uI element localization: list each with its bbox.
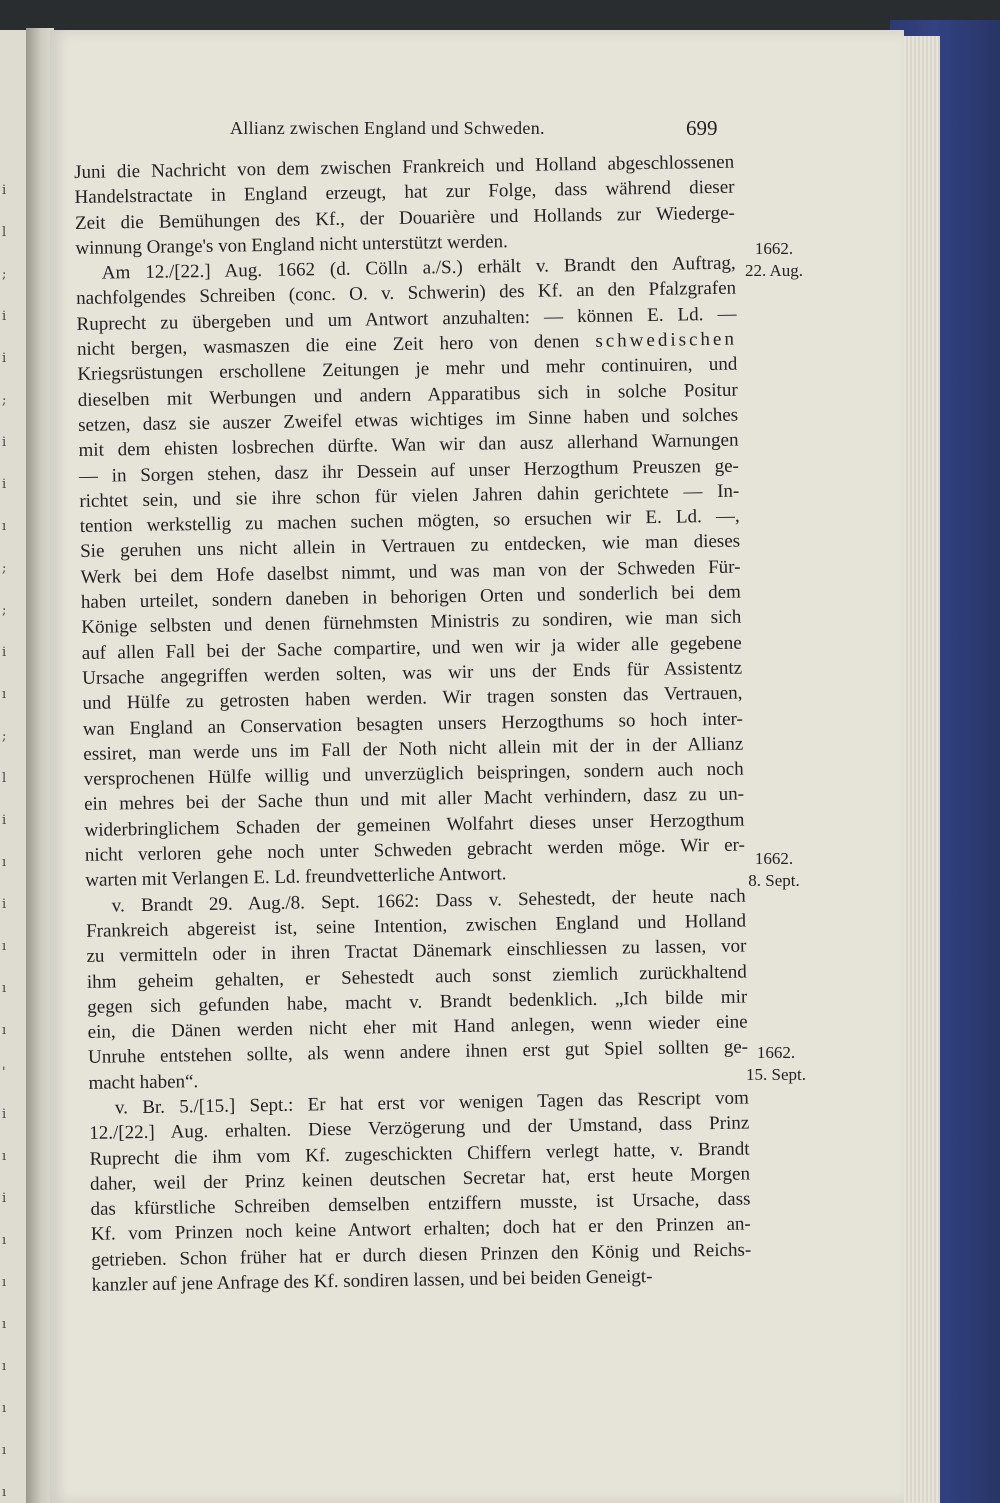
edge-char: ı [2, 519, 7, 534]
text-line: Ruprecht zu übergeben und um Antwort anzuhalten: — können E. Ld. — [76, 303, 737, 335]
text-line: ein mehres bei der Sache thun und mit aller Macht verhindern, dasz zu un- [83, 783, 745, 816]
edge-char: ı [2, 1317, 7, 1332]
text-line: essiret, man werde uns im Fall der Noth nicht allein mit der in der Allianz [83, 733, 744, 765]
text-line: Frankreich abgereist ist, seine Intention, zwischen England und Holland [85, 910, 747, 942]
text-line: Juni die Nachricht von dem zwischen Frankreich und Holland abgeschlossenen [74, 151, 735, 183]
text-line: ihm geheim gehalten, er Sehestedt auch sonst ziemlich zurückhaltend [86, 961, 747, 993]
text-line: v. Br. 5./[15.] Sept.: Er hat erst vor wenigen Tagen das Rescript vom [114, 1087, 749, 1119]
page-edges [900, 36, 940, 1503]
text-line: nicht verloren gehe noch unter Schweden gebracht werden möge. Wir er- [84, 834, 746, 866]
edge-char: ı [2, 1149, 7, 1164]
edge-char: ı [2, 1443, 7, 1458]
text-line: versprochenen Hülfe willig und unverzüglich beispringen, sondern auch noch [83, 758, 744, 791]
text-line: Zeit die Bemühungen des Kf., der Douarière und Hollands zur Wiederge- [74, 202, 736, 234]
text-line: wan England an Conservation besagten unsers Herzogthums so hoch inter- [82, 708, 744, 740]
edge-char: l [2, 225, 7, 240]
left-page-edge-text [2, 170, 22, 1503]
edge-char: ; [2, 603, 7, 618]
edge-char: i [2, 813, 7, 828]
text-line: mit dem ehisten losbrechen dürfte. Wan wir dan ausz allerhand Warnungen [78, 429, 739, 462]
text-line: v. Brandt 29. Aug./8. Sept. 1662: Dass v. Sehestedt, der heute nach [111, 885, 746, 917]
text-line: nachfolgendes Schreiben (conc. O. v. Schwerin) des Kf. an den Pfalzgrafen [76, 278, 737, 310]
edge-char: i [2, 183, 7, 198]
text-line: Könige selbsten und denen fürnehmsten Ministris zu sondiren, wie man sich [81, 606, 742, 639]
text-line: daher, weil der Prinz keinen deutschen Secretar hat, erst heute Morgen [89, 1163, 751, 1195]
page-number: 699 [686, 116, 718, 140]
text-line: Am 12./[22.] Aug. 1662 (d. Cölln a./S.) erhält v. Brandt den Auftrag, [101, 252, 736, 284]
text-line: macht haben“. [88, 1070, 199, 1094]
book-page [50, 30, 904, 1503]
text-line: zu vermitteln oder in ihren Tractat Dänemark einschliessen zu lassen, vor [86, 935, 747, 968]
text-line: Unruhe entstehen sollte, als wenn andere ihnen erst gut Spiel sollten ge- [87, 1036, 749, 1069]
edge-char: ı [2, 687, 7, 702]
edge-char: i [2, 897, 7, 912]
edge-char: ı [2, 1023, 7, 1038]
edge-char: ı [2, 1359, 7, 1374]
text-line: Kf. vom Prinzen noch keine Antwort erhalten; doch hat er den Prinzen an- [90, 1213, 751, 1246]
margin-note-year: 1662. [754, 849, 794, 868]
edge-char: i [2, 477, 7, 492]
edge-char: ; [2, 729, 7, 744]
margin-note-year: 1662. [756, 1043, 796, 1062]
text-line: winnung Orange's von England nicht unterstützt werden. [75, 231, 508, 259]
text-line: — in Sorgen stehen, dasz ihr Dessein auf unser Herzogthum Preuszen ge- [78, 455, 740, 487]
text-line: Werk bei dem Hofe daselbst nimmt, und was man von der Schweden Für- [80, 556, 741, 588]
edge-char: i [2, 1191, 7, 1206]
edge-char: ; [2, 393, 7, 408]
text-line: das kfürstliche Schreiben demselben entziffern musste, ist Ursache, dass [90, 1188, 751, 1221]
margin-note [736, 1042, 816, 1086]
text-line: Ursache angegriffen werden solten, was wir uns der Ends für Assistentz [81, 657, 743, 689]
edge-char: ' [2, 1065, 6, 1080]
margin-note [734, 238, 814, 282]
edge-char: ı [2, 855, 7, 870]
spaced-word: schwedischen [595, 328, 738, 352]
body-text [74, 150, 752, 1299]
margin-note-date: 15. Sept. [746, 1065, 806, 1084]
text-line: Sie geruhen uns nicht allein in Vertrauen zu entdecken, wie man dieses [79, 531, 741, 563]
edge-char: ı [2, 981, 7, 996]
edge-char: l [2, 771, 7, 786]
text-line: auf allen Fall bei der Sache compartire, und wen wir ja wider alle gegebene [81, 632, 742, 664]
text-line: und Hülfe zu getrosten haben werden. Wir tragen sonsten das Vertrauen, [82, 682, 743, 715]
edge-char: i [2, 1107, 7, 1122]
text-line: dieselben mit Werbungen und andern Apparatibus sich in solche Positur [77, 379, 738, 411]
running-head: Allianz zwischen England und Schweden. [230, 118, 545, 138]
edge-char: ; [2, 267, 7, 282]
margin-note-date: 8. Sept. [748, 871, 800, 890]
edge-char: i [2, 351, 7, 366]
edge-char: ı [2, 939, 7, 954]
margin-note-date: 22. Aug. [744, 261, 804, 280]
edge-char: ; [2, 561, 7, 576]
text-line: setzen, dasz sie auszer Zweifel etwas wichtiges im Sinne haben und solches [78, 404, 739, 436]
text-line: Kriegsrüstungen erschollene Zeitungen je mehr und mehr continuiren, und [77, 353, 738, 386]
text-line: getrieben. Schon früher hat er durch diesen Prinzen den König und Reichs- [91, 1239, 752, 1271]
edge-char: i [2, 435, 7, 450]
edge-char: i [2, 309, 7, 324]
edge-char: ı [2, 1275, 7, 1290]
text-line: gegen sich gefunden habe, macht v. Brandt bedenklich. „Ich bilde mir [87, 986, 748, 1018]
text-line: nicht bergen, wasmaszen die eine Zeit hero von denen schwedischen [76, 328, 738, 361]
edge-char: ı [2, 1233, 7, 1248]
text-line: haben urteilet, sondern daneben in behorigen Orten und sonderlich bei dem [80, 581, 742, 613]
text-line: Ruprecht die ihm vom Kf. zugeschickten Chiffern verlegt hatte, v. Brandt [89, 1138, 750, 1170]
text-line: tention werkstellig zu machen suchen mögten, so ersuchen wir E. Ld. —, [79, 505, 740, 538]
edge-char: i [2, 645, 7, 660]
text-line: kanzler auf jene Anfrage des Kf. sondiren lassen, und bei beiden Geneigt- [91, 1266, 653, 1296]
margin-note [734, 848, 814, 892]
text-line: richtet sein, und sie ihre schon für vielen Jahren dahin gerichtete — In- [79, 480, 740, 512]
edge-char: ı [2, 1485, 7, 1500]
text-line: Handelstractate in England erzeugt, hat zur Folge, dass während dieser [74, 176, 735, 209]
text-line: warten mit Verlangen E. Ld. freundvetterliche Antwort. [85, 863, 507, 892]
left-page-edge [0, 30, 28, 1503]
margin-note-year: 1662. [754, 239, 794, 258]
edge-char: ı [2, 1401, 7, 1416]
text-line: widerbringlichem Schaden der gemeinen Wolfahrt dieses unser Herzogthum [84, 809, 745, 841]
text-line: 12./[22.] Aug. erhalten. Diese Verzögerung und der Umstand, dass Prinz [89, 1112, 750, 1145]
text-line: ein, die Dänen werden nicht eher mit Hand anlegen, wenn wieder eine [87, 1011, 748, 1043]
